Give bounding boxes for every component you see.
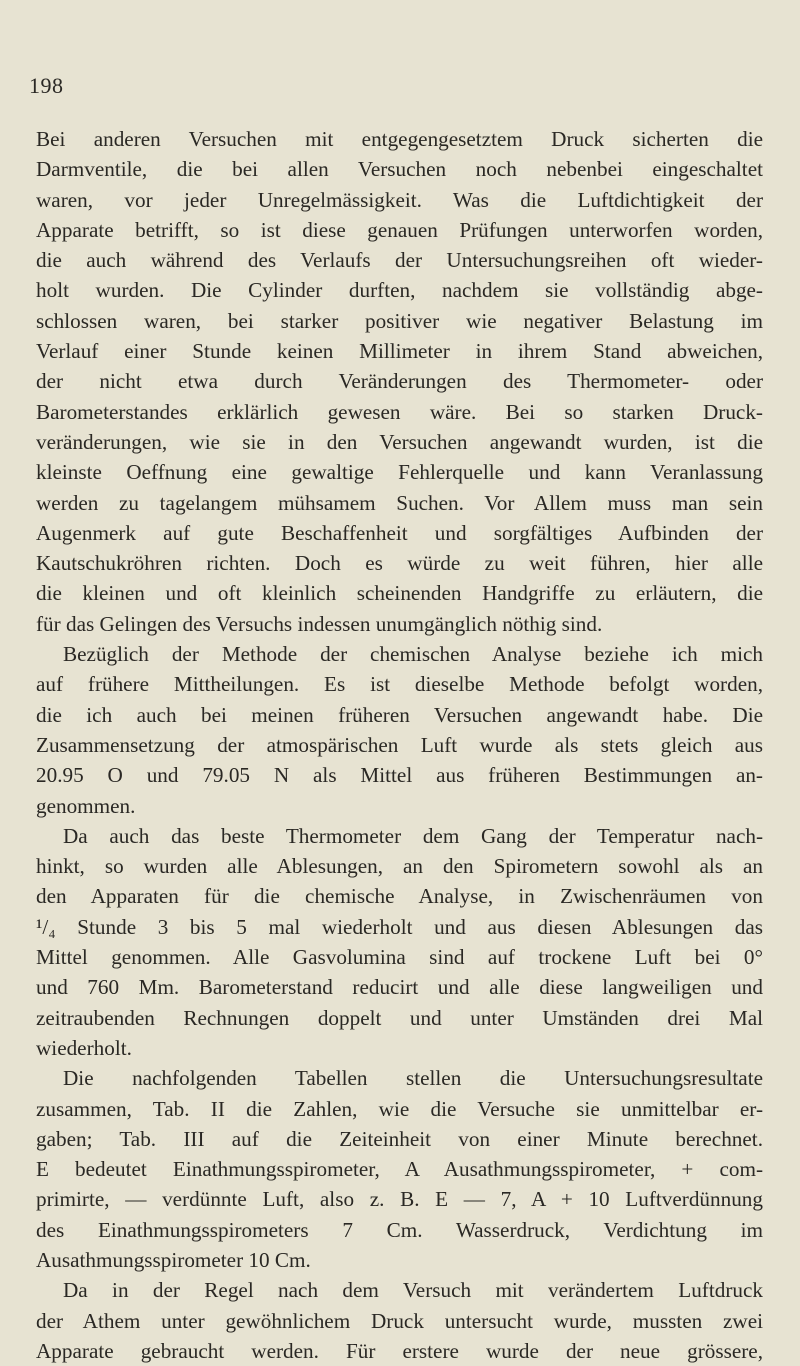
text-line: Barometerstandes erklärlich gewesen wäre. Bei so starken Druck- [36,399,763,424]
text-line: hinkt, so wurden alle Ablesungen, an den Spirometern sowohl als an [36,854,763,879]
text-line: gaben; Tab. III auf die Zeiteinheit von einer Minute berechnet. [36,1126,763,1151]
text-line: Apparate gebraucht werden. Für erstere wurde der neue grössere, [36,1338,763,1363]
text-line: Ausathmungsspirometer 10 Cm. [36,1247,311,1272]
text-line: der Athem unter gewöhnlichem Druck untersucht wurde, mussten zwei [36,1308,763,1333]
text-line: wiederholt. [36,1035,132,1060]
text-line: Die nachfolgenden Tabellen stellen die Untersuchungsresultate [63,1066,763,1091]
text-line: und 760 Mm. Barometerstand reducirt und alle diese langweiligen und [36,975,763,1000]
text-line: holt wurden. Die Cylinder durften, nachdem sie vollständig abge- [36,278,763,303]
text-line: genommen. [36,793,136,818]
text-line: E bedeutet Einathmungsspirometer, A Ausathmungsspirometer, + com- [36,1157,763,1182]
text-line: Da auch das beste Thermometer dem Gang der Temperatur nach- [63,823,763,848]
text-line: veränderungen, wie sie in den Versuchen angewandt wurden, ist die [36,429,763,454]
text-line: Bezüglich der Methode der chemischen Analyse beziehe ich mich [63,642,763,667]
text-line: schlossen waren, bei starker positiver wie negativer Belastung im [36,308,763,333]
text-line: primirte, — verdünnte Luft, also z. B. E — 7, A + 10 Luftverdünnung [36,1187,763,1212]
text-line: 20.95 O und 79.05 N als Mittel aus früheren Bestimmungen an- [36,763,763,788]
body-text [36,124,763,1366]
text-line: die ich auch bei meinen früheren Versuchen angewandt habe. Die [36,702,763,727]
text-line: Da in der Regel nach dem Versuch mit verändertem Luftdruck [63,1278,763,1303]
text-line: Verlauf einer Stunde keinen Millimeter in ihrem Stand abweichen, [36,339,763,364]
text-line: die kleinen und oft kleinlich scheinenden Handgriffe zu erläutern, die [36,581,763,606]
text-line: ¹/₄ Stunde 3 bis 5 mal wiederholt und aus diesen Ablesungen das [36,914,763,939]
text-line: der nicht etwa durch Veränderungen des Thermometer- oder [36,369,763,394]
text-line: den Apparaten für die chemische Analyse, in Zwischenräumen von [36,884,763,909]
text-line: Darmventile, die bei allen Versuchen noch nebenbei eingeschaltet [36,157,763,182]
text-line: des Einathmungsspirometers 7 Cm. Wasserdruck, Verdichtung im [36,1217,763,1242]
text-line: Zusammensetzung der atmospärischen Luft wurde als stets gleich aus [36,732,763,757]
text-line: waren, vor jeder Unregelmässigkeit. Was die Luftdichtigkeit der [36,187,763,212]
text-line: kleinste Oeffnung eine gewaltige Fehlerquelle und kann Veranlassung [36,460,763,485]
text-line: zusammen, Tab. II die Zahlen, wie die Versuche sie unmittelbar er- [36,1096,763,1121]
text-line: zeitraubenden Rechnungen doppelt und unter Umständen drei Mal [36,1005,763,1030]
text-line: Apparate betrifft, so ist diese genauen Prüfungen unterworfen worden, [36,217,763,242]
text-line: Kautschukröhren richten. Doch es würde zu weit führen, hier alle [36,551,763,576]
text-line: für das Gelingen des Versuchs indessen unumgänglich nöthig sind. [36,611,603,636]
page-number: 198 [29,73,64,98]
text-line: die auch während des Verlaufs der Untersuchungsreihen oft wieder- [36,248,763,273]
text-line: Augenmerk auf gute Beschaffenheit und sorgfältiges Aufbinden der [36,520,763,545]
text-line: Bei anderen Versuchen mit entgegengesetztem Druck sicherten die [36,127,763,151]
text-line: auf frühere Mittheilungen. Es ist dieselbe Methode befolgt worden, [36,672,763,697]
text-line: werden zu tagelangem mühsamem Suchen. Vor Allem muss man sein [36,490,763,515]
text-line: Mittel genommen. Alle Gasvolumina sind auf trockene Luft bei 0° [36,945,763,970]
